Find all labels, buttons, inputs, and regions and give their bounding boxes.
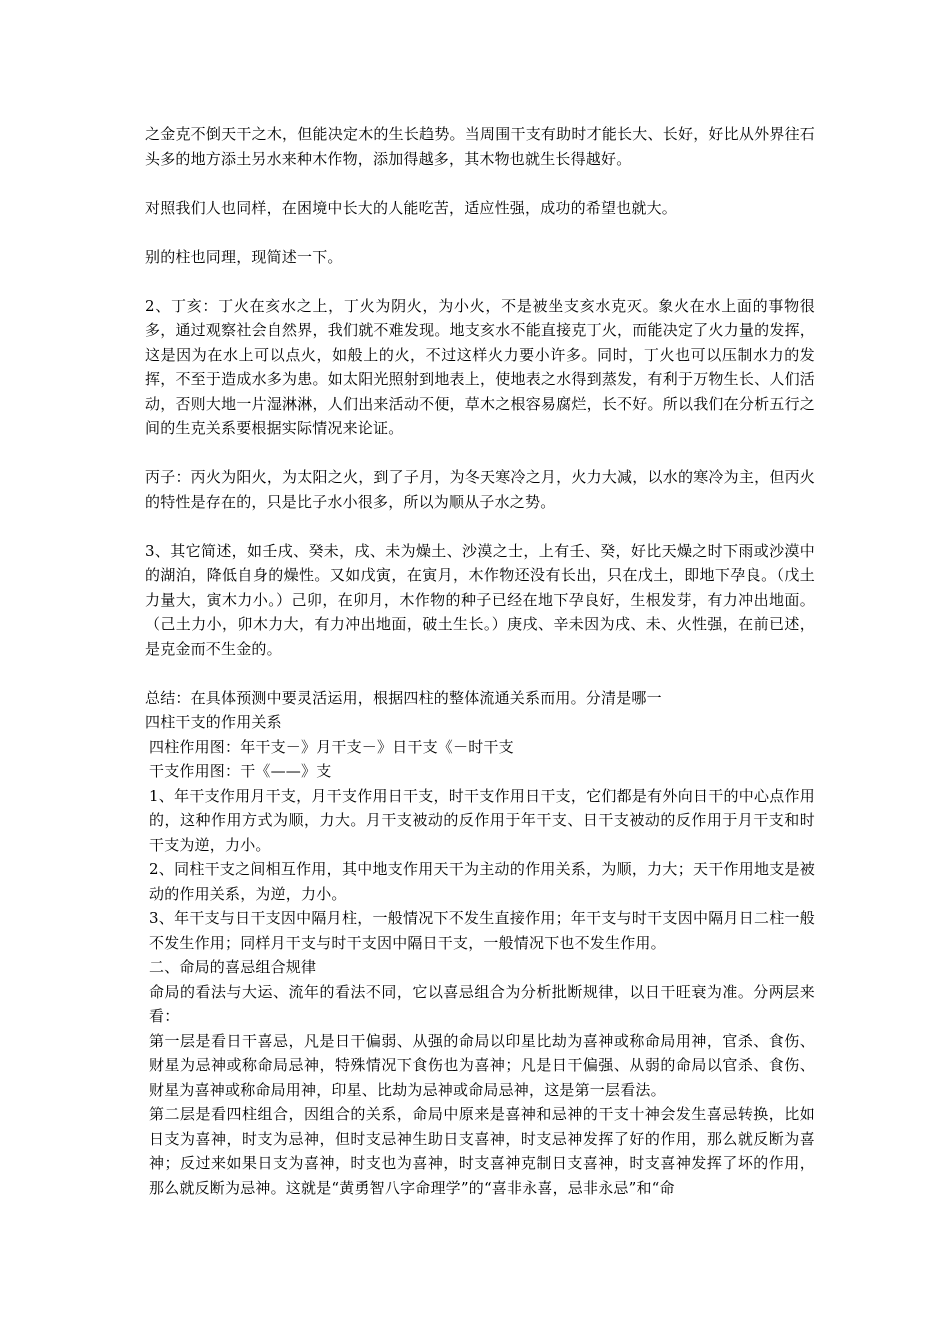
document-body <box>145 122 815 1200</box>
paragraph-people-analogy: 对照我们人也同样，在困境中长大的人能吃苦，适应性强，成功的希望也就大。 <box>145 198 678 217</box>
paragraph-bing-zi: 丙子：丙火为阳火，为太阳之火，到了子月，为冬天寒冷之月，火力大减，以水的寒冷为主，但丙火的特性是存在的，只是比子水小很多，所以为顺从子水之势。 <box>145 468 815 511</box>
paragraph-rule-1: 1、年干支作用月干支，月干支作用日干支，时干支作用日干支，它们都是有外向日干的中心点作用的，这种作用方式为顺，力大。月干支被动的反作用于年干支、日干支被动的反作用于月干支和时干支为逆，力小。 <box>149 786 815 854</box>
section-heading-pillar-relations: 四柱干支的作用关系 <box>145 713 282 731</box>
diagram-four-pillars: 四柱作用图：年干支－》月干支－》日干支《－时干支 <box>149 737 514 756</box>
diagram-stem-branch: 干支作用图：干《——》支 <box>149 762 332 780</box>
paragraph-jin-ke-mu: 之金克不倒天干之木，但能决定木的生长趋势。当周围干支有助时才能长大、长好，好比从外界往石头多的地方添土另水来种木作物，添加得越多，其木物也就生长得越好。 <box>145 125 815 168</box>
paragraph-rule-2: 2、同柱干支之间相互作用，其中地支作用天干为主动的作用关系，为顺，力大；天干作用地支是被动的作用关系，为逆，力小。 <box>149 860 815 903</box>
paragraph-other-pillars: 别的柱也同理，现简述一下。 <box>145 247 343 266</box>
paragraph-ding-hai: 2、丁亥：丁火在亥水之上，丁火为阴火，为小火，不是被坐支亥水克灭。象火在水上面的事物很多，通过观察社会自然界，我们就不难发现。地支亥水不能直接克丁火，而能决定了火力量的发挥，这是因为在水上可以点火，如般上的火，不过这样火力要小许多。同时，丁火也可以压制水力的发挥，不至于造成水多为患。如太阳光照射到地表上，使地表之水得到蒸发，有利于万物生长、人们活动，否则大地一片湿淋淋，人们出来活动不便，草木之根容易腐烂，长不好。所以我们在分析五行之间的生克关系要根据实际情况来论证。 <box>145 296 815 437</box>
paragraph-summary: 总结：在具体预测中要灵活运用，根据四柱的整体流通关系而用。分清是哪一 <box>145 688 662 707</box>
paragraph-second-layer: 第二层是看四柱组合，因组合的关系，命局中原来是喜神和忌神的干支十神会发生喜忌转换，比如日支为喜神，时支为忌神，但时支忌神生助日支喜神，时支忌神发挥了好的作用，那么就反断为喜神；反过来如果日支为喜神，时支也为喜神，时支喜神克制日支喜神，时支喜神发挥了坏的作用，那么就反断为忌神。这就是“黄勇智八字命理学”的“喜非永喜，忌非永忌”和“命 <box>149 1105 815 1197</box>
section-heading-combination-rules: 二、命局的喜忌组合规律 <box>149 958 317 976</box>
paragraph-first-layer: 第一层是看日干喜忌，凡是日干偏弱、从强的命局以印星比劫为喜神或称命局用神，官杀、食伤、财星为忌神或称命局忌神，特殊情况下食伤也为喜神；凡是日干偏强、从弱的命局以官杀、食伤、财星为喜神或称命局用神，印星、比劫为忌神或命局忌神，这是第一层看法。 <box>149 1031 815 1099</box>
paragraph-rule-3: 3、年干支与日干支因中隔月柱，一般情况下不发生直接作用；年干支与时干支因中隔月日二柱一般不发生作用；同样月干支与时干支因中隔日干支，一般情况下也不发生作用。 <box>149 909 815 952</box>
paragraph-two-layers: 命局的看法与大运、流年的看法不同，它以喜忌组合为分析批断规律，以日干旺衰为准。分两层来看： <box>149 982 815 1025</box>
paragraph-other-brief: 3、其它简述，如壬戌、癸未，戌、未为燥土、沙漠之士，上有壬、癸，好比天燥之时下雨或沙漠中的湖泊，降低自身的燥性。又如戊寅，在寅月，木作物还没有长出，只在戊土，即地下孕良。（戊土力量大，寅木力小。）己卯，在卯月，木作物的种子已经在地下孕良好，生根发芽，有力冲出地面。（己土力小，卯木力大，有力冲出地面，破土生长。）庚戌、辛未因为戌、未、火性强，在前已述，是克金而不生金的。 <box>145 541 815 658</box>
